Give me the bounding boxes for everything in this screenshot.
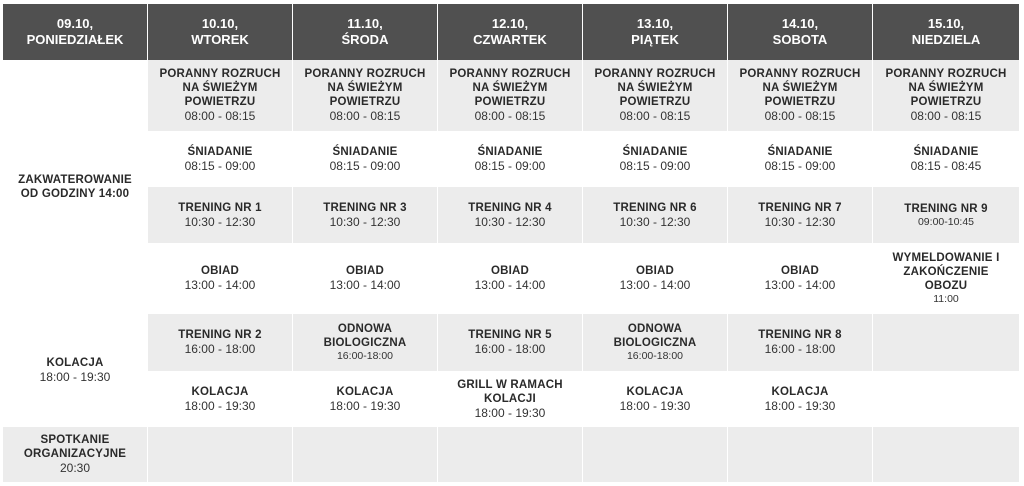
event-time: 10:30 - 12:30 — [619, 214, 691, 229]
header-date: 14.10, — [781, 16, 819, 31]
event-time: 08:15 - 09:00 — [619, 158, 691, 173]
event-title: ŚNIADANIE — [767, 145, 833, 158]
event-title: ŚNIADANIE — [477, 145, 543, 158]
event-title: OBIAD — [200, 265, 240, 277]
event-time: 08:00 - 08:15 — [910, 109, 982, 123]
run-line-1: PORANNY ROZRUCH — [159, 68, 281, 80]
tuesday-breakfast — [148, 131, 293, 187]
monday-dinner — [3, 314, 148, 427]
event-title: TRENING NR 3 — [323, 201, 407, 214]
event-title: OBIAD — [780, 265, 820, 277]
run-line-1: PORANNY ROZRUCH — [304, 68, 426, 80]
event-time: 16:00 - 18:00 — [184, 342, 256, 356]
event-time: 18:00 - 19:30 — [764, 398, 836, 413]
arrival-line-1: ZAKWATEROWANIE — [18, 174, 132, 186]
tuesday-training — [148, 187, 293, 243]
wednesday-training — [293, 187, 438, 243]
header-wednesday — [293, 4, 438, 60]
event-title: TRENING NR 6 — [613, 201, 697, 214]
sunday-run — [873, 60, 1019, 131]
header-date: 12.10, — [491, 16, 529, 31]
run-line-2: NA ŚWIEŻYM — [762, 82, 838, 94]
event-time: 10:30 - 12:30 — [329, 214, 401, 229]
event-title: KOLACJA — [191, 385, 249, 398]
event-title-line-2: BIOLOGICZNA — [613, 337, 697, 349]
event-title: OBIAD — [490, 265, 530, 277]
event-time: 13:00 - 14:00 — [329, 278, 401, 292]
grill-line-2: KOLACJI — [484, 392, 536, 405]
event-time: 16:00 - 18:00 — [764, 342, 836, 356]
run-line-3: POWIETRZU — [474, 96, 546, 108]
event-title: TRENING NR 8 — [758, 329, 842, 341]
run-line-3: POWIETRZU — [329, 96, 401, 108]
friday-breakfast — [583, 131, 728, 187]
event-time: 18:00 - 19:30 — [474, 405, 546, 420]
saturday-lunch — [728, 243, 873, 314]
sunday-checkout — [873, 243, 1019, 314]
event-title: KOLACJA — [46, 357, 104, 369]
event-title: KOLACJA — [336, 385, 394, 398]
arrival-line-2: OD GODZINY 14:00 — [20, 188, 130, 200]
header-day: NIEDZIELA — [911, 32, 981, 47]
event-title: TRENING NR 4 — [468, 201, 552, 214]
wednesday-afternoon — [293, 314, 438, 371]
thursday-afternoon — [438, 314, 583, 371]
event-time: 11:00 — [933, 293, 959, 305]
header-monday — [3, 4, 148, 60]
header-day: ŚRODA — [341, 32, 389, 47]
friday-empty-evening — [583, 427, 728, 482]
sunday-breakfast — [873, 131, 1019, 187]
header-date: 13.10, — [636, 16, 674, 31]
checkout-line-2: ZAKOŃCZENIE — [903, 266, 989, 278]
run-line-1: PORANNY ROZRUCH — [594, 68, 716, 80]
event-time: 16:00-18:00 — [626, 350, 684, 362]
friday-afternoon — [583, 314, 728, 371]
saturday-training — [728, 187, 873, 243]
header-day: CZWARTEK — [473, 32, 547, 47]
grill-line-1: GRILL W RAMACH — [457, 378, 563, 391]
run-line-1: PORANNY ROZRUCH — [739, 68, 861, 80]
monday-arrival — [3, 60, 148, 314]
event-time: 08:00 - 08:15 — [474, 109, 546, 123]
friday-dinner — [583, 371, 728, 427]
event-title: ŚNIADANIE — [187, 145, 253, 158]
event-title: KOLACJA — [771, 385, 829, 398]
thursday-breakfast — [438, 131, 583, 187]
event-time: 18:00 - 19:30 — [184, 398, 256, 413]
friday-lunch — [583, 243, 728, 314]
header-day: SOBOTA — [772, 32, 828, 47]
saturday-afternoon — [728, 314, 873, 371]
event-time: 16:00-18:00 — [336, 350, 394, 362]
event-time: 18:00 - 19:30 — [39, 370, 111, 384]
event-title: TRENING NR 2 — [178, 329, 262, 341]
checkout-line-1: WYMELDOWANIE I — [892, 252, 1000, 264]
header-date: 09.10, — [56, 16, 94, 31]
run-line-3: POWIETRZU — [764, 96, 836, 108]
header-saturday — [728, 4, 873, 60]
event-time: 20:30 — [59, 461, 91, 475]
checkout-line-3: OBOZU — [924, 280, 968, 292]
event-time: 13:00 - 14:00 — [474, 278, 546, 292]
wednesday-breakfast — [293, 131, 438, 187]
event-title-line-2: BIOLOGICZNA — [323, 337, 407, 349]
run-line-1: PORANNY ROZRUCH — [885, 68, 1007, 80]
thursday-grill — [438, 371, 583, 427]
event-time: 18:00 - 19:30 — [619, 398, 691, 413]
header-sunday — [873, 4, 1019, 60]
friday-run — [583, 60, 728, 131]
schedule-table — [3, 4, 1019, 482]
event-time: 13:00 - 14:00 — [619, 278, 691, 292]
wednesday-lunch — [293, 243, 438, 314]
run-line-2: NA ŚWIEŻYM — [617, 82, 693, 94]
event-title: ŚNIADANIE — [622, 145, 688, 158]
header-date: 10.10, — [201, 16, 239, 31]
saturday-run — [728, 60, 873, 131]
header-friday — [583, 4, 728, 60]
run-line-2: NA ŚWIEŻYM — [472, 82, 548, 94]
event-title-line-1: ODNOWA — [337, 323, 393, 335]
thursday-lunch — [438, 243, 583, 314]
event-title: KOLACJA — [626, 385, 684, 398]
event-time: 16:00 - 18:00 — [474, 342, 546, 356]
event-time: 08:00 - 08:15 — [619, 109, 691, 123]
sunday-training — [873, 187, 1019, 243]
run-line-2: NA ŚWIEŻYM — [182, 82, 258, 94]
saturday-empty-evening — [728, 427, 873, 482]
thursday-training — [438, 187, 583, 243]
event-title: TRENING NR 5 — [468, 329, 552, 341]
event-title: TRENING NR 7 — [758, 201, 842, 214]
wednesday-dinner — [293, 371, 438, 427]
event-time: 10:30 - 12:30 — [184, 214, 256, 229]
header-thursday — [438, 4, 583, 60]
header-day: PONIEDZIAŁEK — [26, 32, 124, 47]
event-time: 08:15 - 09:00 — [184, 158, 256, 173]
meeting-line-2: ORGANIZACYJNE — [23, 448, 127, 460]
meeting-line-1: SPOTKANIE — [40, 434, 110, 446]
event-time: 18:00 - 19:30 — [329, 398, 401, 413]
event-time: 08:15 - 08:45 — [910, 158, 982, 173]
event-time: 08:15 - 09:00 — [764, 158, 836, 173]
run-line-3: POWIETRZU — [619, 96, 691, 108]
header-day: PIĄTEK — [631, 32, 679, 47]
saturday-dinner — [728, 371, 873, 427]
event-time: 13:00 - 14:00 — [184, 278, 256, 292]
run-line-2: NA ŚWIEŻYM — [327, 82, 403, 94]
header-date: 11.10, — [347, 16, 383, 31]
event-title-line-1: ODNOWA — [627, 323, 683, 335]
event-time: 08:15 - 09:00 — [474, 158, 546, 173]
thursday-empty-evening — [438, 427, 583, 482]
event-time: 09:00-10:45 — [917, 215, 975, 228]
thursday-run — [438, 60, 583, 131]
header-tuesday — [148, 4, 293, 60]
run-line-2: NA ŚWIEŻYM — [908, 82, 984, 94]
run-line-3: POWIETRZU — [184, 96, 256, 108]
event-title: ŚNIADANIE — [913, 145, 979, 158]
wednesday-run — [293, 60, 438, 131]
sunday-empty-afternoon — [873, 314, 1019, 371]
event-title: TRENING NR 9 — [904, 202, 988, 215]
header-date: 15.10, — [927, 16, 965, 31]
event-title: OBIAD — [345, 265, 385, 277]
sunday-empty-dinner — [873, 371, 1019, 427]
event-time: 13:00 - 14:00 — [764, 278, 836, 292]
tuesday-dinner — [148, 371, 293, 427]
event-title: OBIAD — [635, 265, 675, 277]
tuesday-lunch — [148, 243, 293, 314]
saturday-breakfast — [728, 131, 873, 187]
tuesday-afternoon — [148, 314, 293, 371]
header-day: WTOREK — [191, 32, 249, 47]
monday-meeting — [3, 427, 148, 482]
tuesday-run — [148, 60, 293, 131]
event-time: 08:00 - 08:15 — [329, 109, 401, 123]
wednesday-empty-evening — [293, 427, 438, 482]
event-time: 10:30 - 12:30 — [764, 214, 836, 229]
event-time: 08:00 - 08:15 — [184, 109, 256, 123]
friday-training — [583, 187, 728, 243]
event-title: TRENING NR 1 — [178, 201, 262, 214]
event-time: 08:00 - 08:15 — [764, 109, 836, 123]
run-line-1: PORANNY ROZRUCH — [449, 68, 571, 80]
event-time: 08:15 - 09:00 — [329, 158, 401, 173]
event-time: 10:30 - 12:30 — [474, 214, 546, 229]
sunday-empty-evening — [873, 427, 1019, 482]
event-title: ŚNIADANIE — [332, 145, 398, 158]
run-line-3: POWIETRZU — [910, 96, 982, 108]
tuesday-empty-evening — [148, 427, 293, 482]
